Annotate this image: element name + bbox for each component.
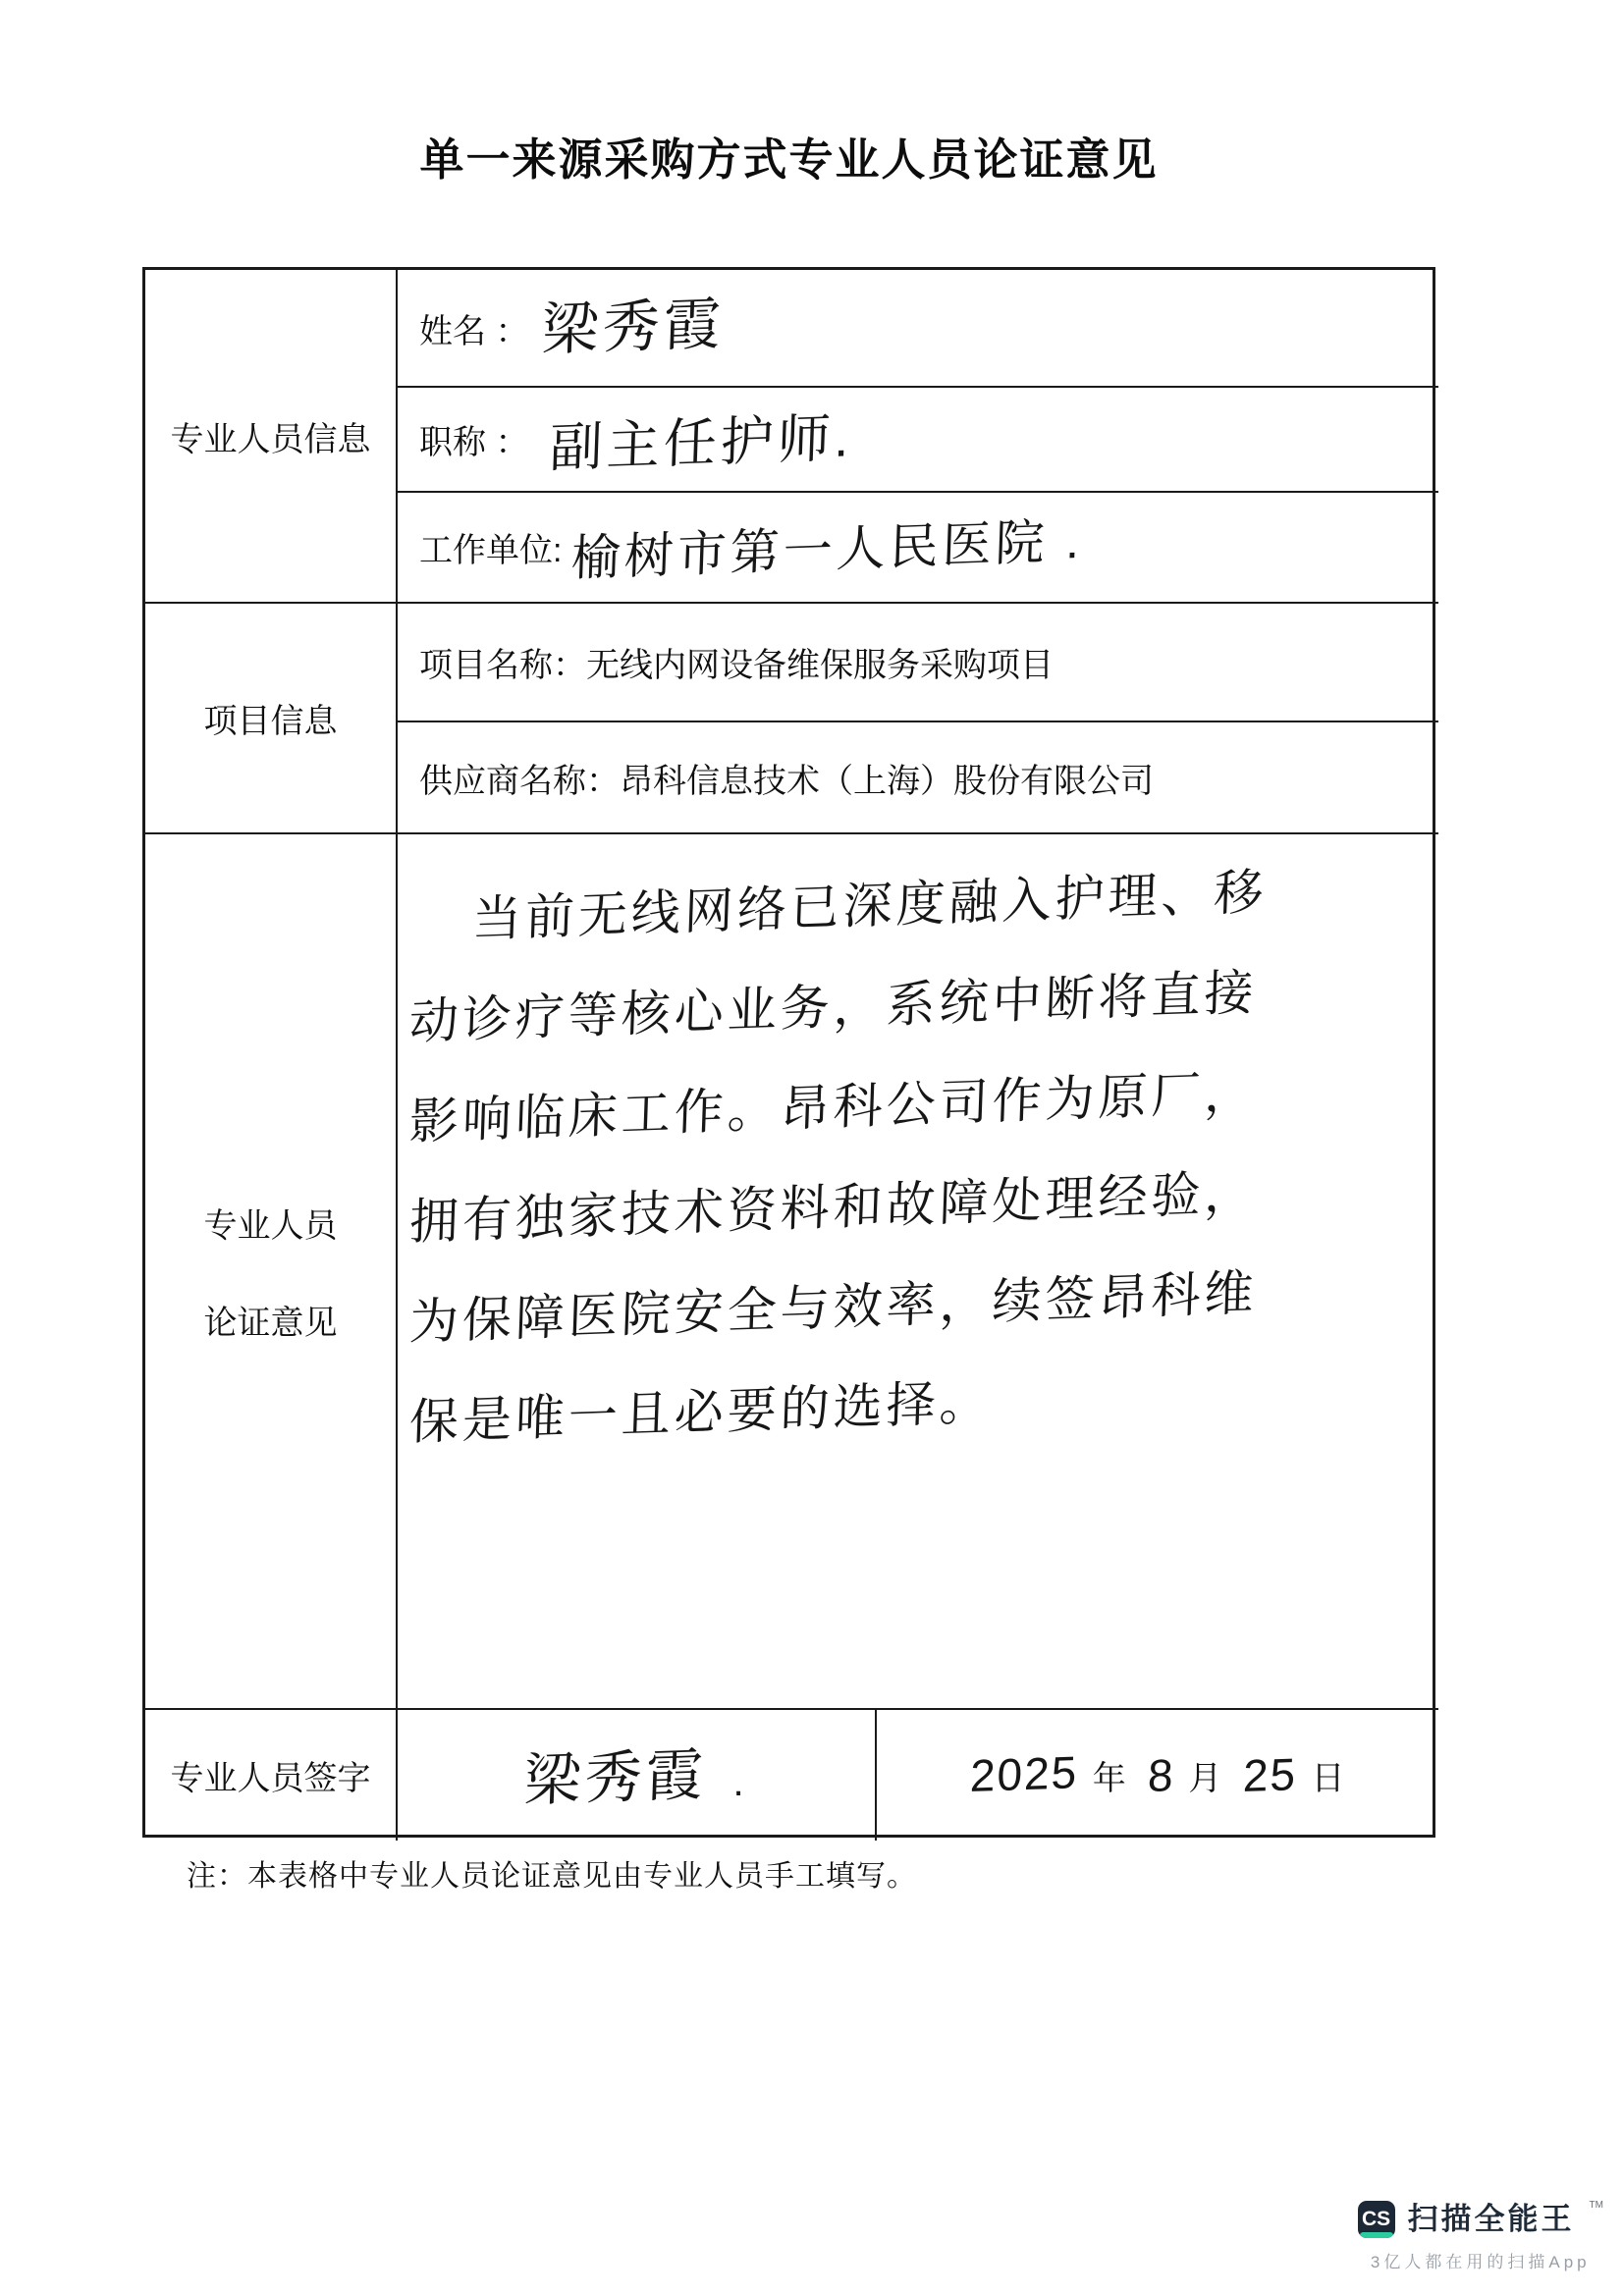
supplier-name-row (396, 721, 1438, 832)
signature-dot: . (732, 1761, 748, 1804)
signature-label: 专业人员签字 (170, 1760, 371, 1797)
opinion-line: 影响临床工作。昂科公司作为原厂， (408, 1064, 1259, 1150)
form-footnote: 注：本表格中专业人员论证意见由专业人员手工填写。 (187, 1860, 917, 1893)
name-row (396, 270, 1438, 386)
date-year-handwritten: 2025 (969, 1745, 1080, 1801)
opinion-line: 当前无线网络已深度融入护理、移 (470, 864, 1269, 947)
opinion-line: 拥有独家技术资料和故障处理经验， (408, 1164, 1259, 1251)
project-name-line: 项目名称：无线内网设备维保服务采购项目 (419, 647, 1054, 684)
date-year-label: 年 (1092, 1760, 1126, 1797)
signature-handwritten: 梁秀霞 (523, 1741, 709, 1813)
date-cell (875, 1708, 1438, 1841)
argumentation-form-table (142, 267, 1435, 1838)
section-label-signature (145, 1708, 396, 1841)
date-month-handwritten: 8 (1146, 1748, 1176, 1801)
project-info-label: 项目信息 (203, 703, 338, 740)
name-label: 姓名 ： (419, 312, 529, 350)
camscanner-badge-text: CS (1361, 2208, 1391, 2230)
job-title-handwritten-value: 副主任护师. (549, 408, 855, 479)
work-unit-label: 工作单位: (419, 532, 563, 569)
project-name-row (396, 602, 1438, 721)
section-label-project-info (145, 602, 396, 832)
job-title-label: 职称 ： (419, 424, 529, 461)
camscanner-badge-accent (1360, 2232, 1393, 2238)
work-unit-row (396, 491, 1438, 602)
date-day-label: 日 (1311, 1760, 1345, 1797)
document-title: 单一来源采购方式专业人员论证意见 (419, 134, 1159, 185)
section-label-expert-opinion (145, 832, 396, 1708)
camscanner-watermark (1358, 2199, 1603, 2272)
opinion-handwritten-text (396, 832, 1438, 1708)
camscanner-app-name: 扫描全能王 (1407, 2202, 1575, 2236)
camscanner-logo-row (1358, 2199, 1603, 2240)
camscanner-cs-icon (1358, 2201, 1395, 2238)
opinion-label-line2: 论证意见 (203, 1305, 338, 1342)
job-title-row (396, 386, 1438, 491)
supplier-name-line: 供应商名称：昂科信息技术（上海）股份有限公司 (419, 762, 1154, 800)
opinion-line: 为保障医院安全与效率，续签昂科维 (408, 1264, 1259, 1351)
name-handwritten-value: 梁秀霞 (541, 292, 727, 363)
section-label-personnel-info (145, 270, 396, 602)
signature-cell (396, 1708, 875, 1841)
opinion-line: 动诊疗等核心业务，系统中断将直接 (408, 964, 1259, 1050)
opinion-line: 保是唯一且必要的选择。 (408, 1374, 994, 1451)
trademark-symbol: TM (1589, 2200, 1603, 2211)
opinion-label-line1: 专业人员 (203, 1207, 338, 1245)
camscanner-tagline: 3亿人都在用的扫描App (1370, 2253, 1591, 2271)
date-day-handwritten: 25 (1242, 1747, 1299, 1801)
work-unit-handwritten-value: 榆树市第一人民医院 . (570, 512, 1085, 586)
date-month-label: 月 (1188, 1760, 1222, 1797)
personnel-info-label: 专业人员信息 (170, 420, 371, 458)
